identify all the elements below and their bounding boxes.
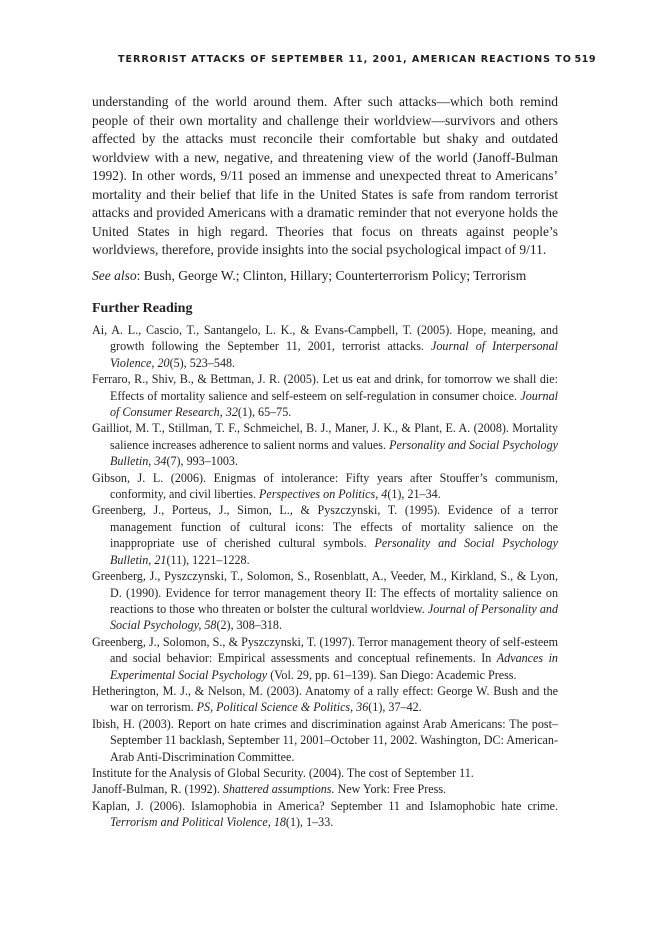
reference-item: Ferraro, R., Shiv, B., & Bettman, J. R. (2005). Let us eat and drink, for tomorrow we shall die: Effects of mortality salience and self-esteem on self-regulation in consumer choice. Journal of Consumer Research, 32(1), 65–75. (92, 372, 558, 420)
reference-item: Gibson, J. L. (2006). Enigmas of intolerance: Fifty years after Stouffer’s communism, conformity, and civil liberties. Perspectives on Politics, 4(1), 21–34. (92, 470, 558, 502)
reference-item: Greenberg, J., Pyszczynski, T., Solomon, S., Rosenblatt, A., Veeder, M., Kirkland, S., & Lyon, D. (1990). Evidence for terror management theory II: The effects of mortality salience on reactions to those who threaten or bolster the cultural worldview. Journal of Personality and Social Psychology, 58(2), 308–318. (92, 569, 558, 633)
reference-item: Gailliot, M. T., Stillman, T. F., Schmeichel, B. J., Maner, J. K., & Plant, E. A. (2008). Mortality salience increases adherence to salient norms and values. Personality and Social Psychology Bulletin, 34(7), 993–1003. (92, 421, 559, 469)
reference-item: Janoff-Bulman, R. (1992). Shattered assumptions. New York: Free Press. (92, 782, 447, 797)
reference-item: Ai, A. L., Cascio, T., Santangelo, L. K., & Evans-Campbell, T. (2005). Hope, meaning, and growth following the September 11, 2001, terrorist attacks. Journal of Interpersonal Violence, 20(5), 523–548. (92, 323, 558, 370)
reference-item: Kaplan, J. (2006). Islamophobia in America? September 11 and Islamophobic hate crime. Terrorism and Political Violence, 18(1), 1–33. (92, 798, 558, 830)
reference-item: Institute for the Analysis of Global Security. (2004). The cost of September 11. (92, 765, 474, 780)
reference-list (92, 322, 558, 831)
see-also-text: : Bush, George W.; Clinton, Hillary; Counterterrorism Policy; Terrorism (136, 267, 527, 283)
reference-item: Hetherington, M. J., & Nelson, M. (2003). Anatomy of a rally effect: George W. Bush and the war on terrorism. PS, Political Science & Politics, 36(1), 37–42. (92, 683, 558, 715)
page-number: 519 (574, 54, 596, 65)
main-text (92, 93, 558, 831)
running-head: TERRORIST ATTACKS OF SEPTEMBER 11, 2001, AMERICAN REACTIONS TO (118, 54, 572, 65)
reference-item: Greenberg, J., Porteus, J., Simon, L., & Pyszczynski, T. (1995). Evidence of a terror management function of cultural icons: The effects of mortality salience on the inappropriate use of cherished cultural symbols. Personality and Social Psychology Bulletin, 21(11), 1221–1228. (92, 503, 558, 567)
reference-item: Ibish, H. (2003). Report on hate crimes and discrimination against Arab Americans: The post–September 11 backlash, September 11, 2001–October 11, 2002. Washington, DC: American-Arab Anti-Discrimination Committee. (92, 716, 558, 764)
see-also-label: See also (92, 267, 137, 283)
further-reading-heading: Further Reading (92, 301, 193, 316)
reference-item: Greenberg, J., Solomon, S., & Pyszczynski, T. (1997). Terror management theory of self-esteem and social behavior: Empirical assessments and conceptual refinements. In Advances in Experimental Social Psychology (Vol. 29, pp. 61–139). San Diego: Academic Press. (92, 634, 558, 682)
body-paragraph: understanding of the world around them. After such attacks—which both remind people of their own mortality and challenge their worldview—survivors and others affected by the attacks must reconcile their comfortable but shaky and outdated worldview with a new, negative, and threatening view of the world (Janoff-Bulman 1992). In other words, 9/11 posed an immense and unexpected threat to Americans’ mortality and their belief that life in the United States is safe from random terrorist attacks and provided Americans with a dramatic reminder that not everyone holds the United States in high regard. Theories that focus on threats against people’s worldviews, therefore, provide insights into the social psychological impact of 9/11. (92, 94, 558, 257)
see-also (92, 267, 558, 286)
